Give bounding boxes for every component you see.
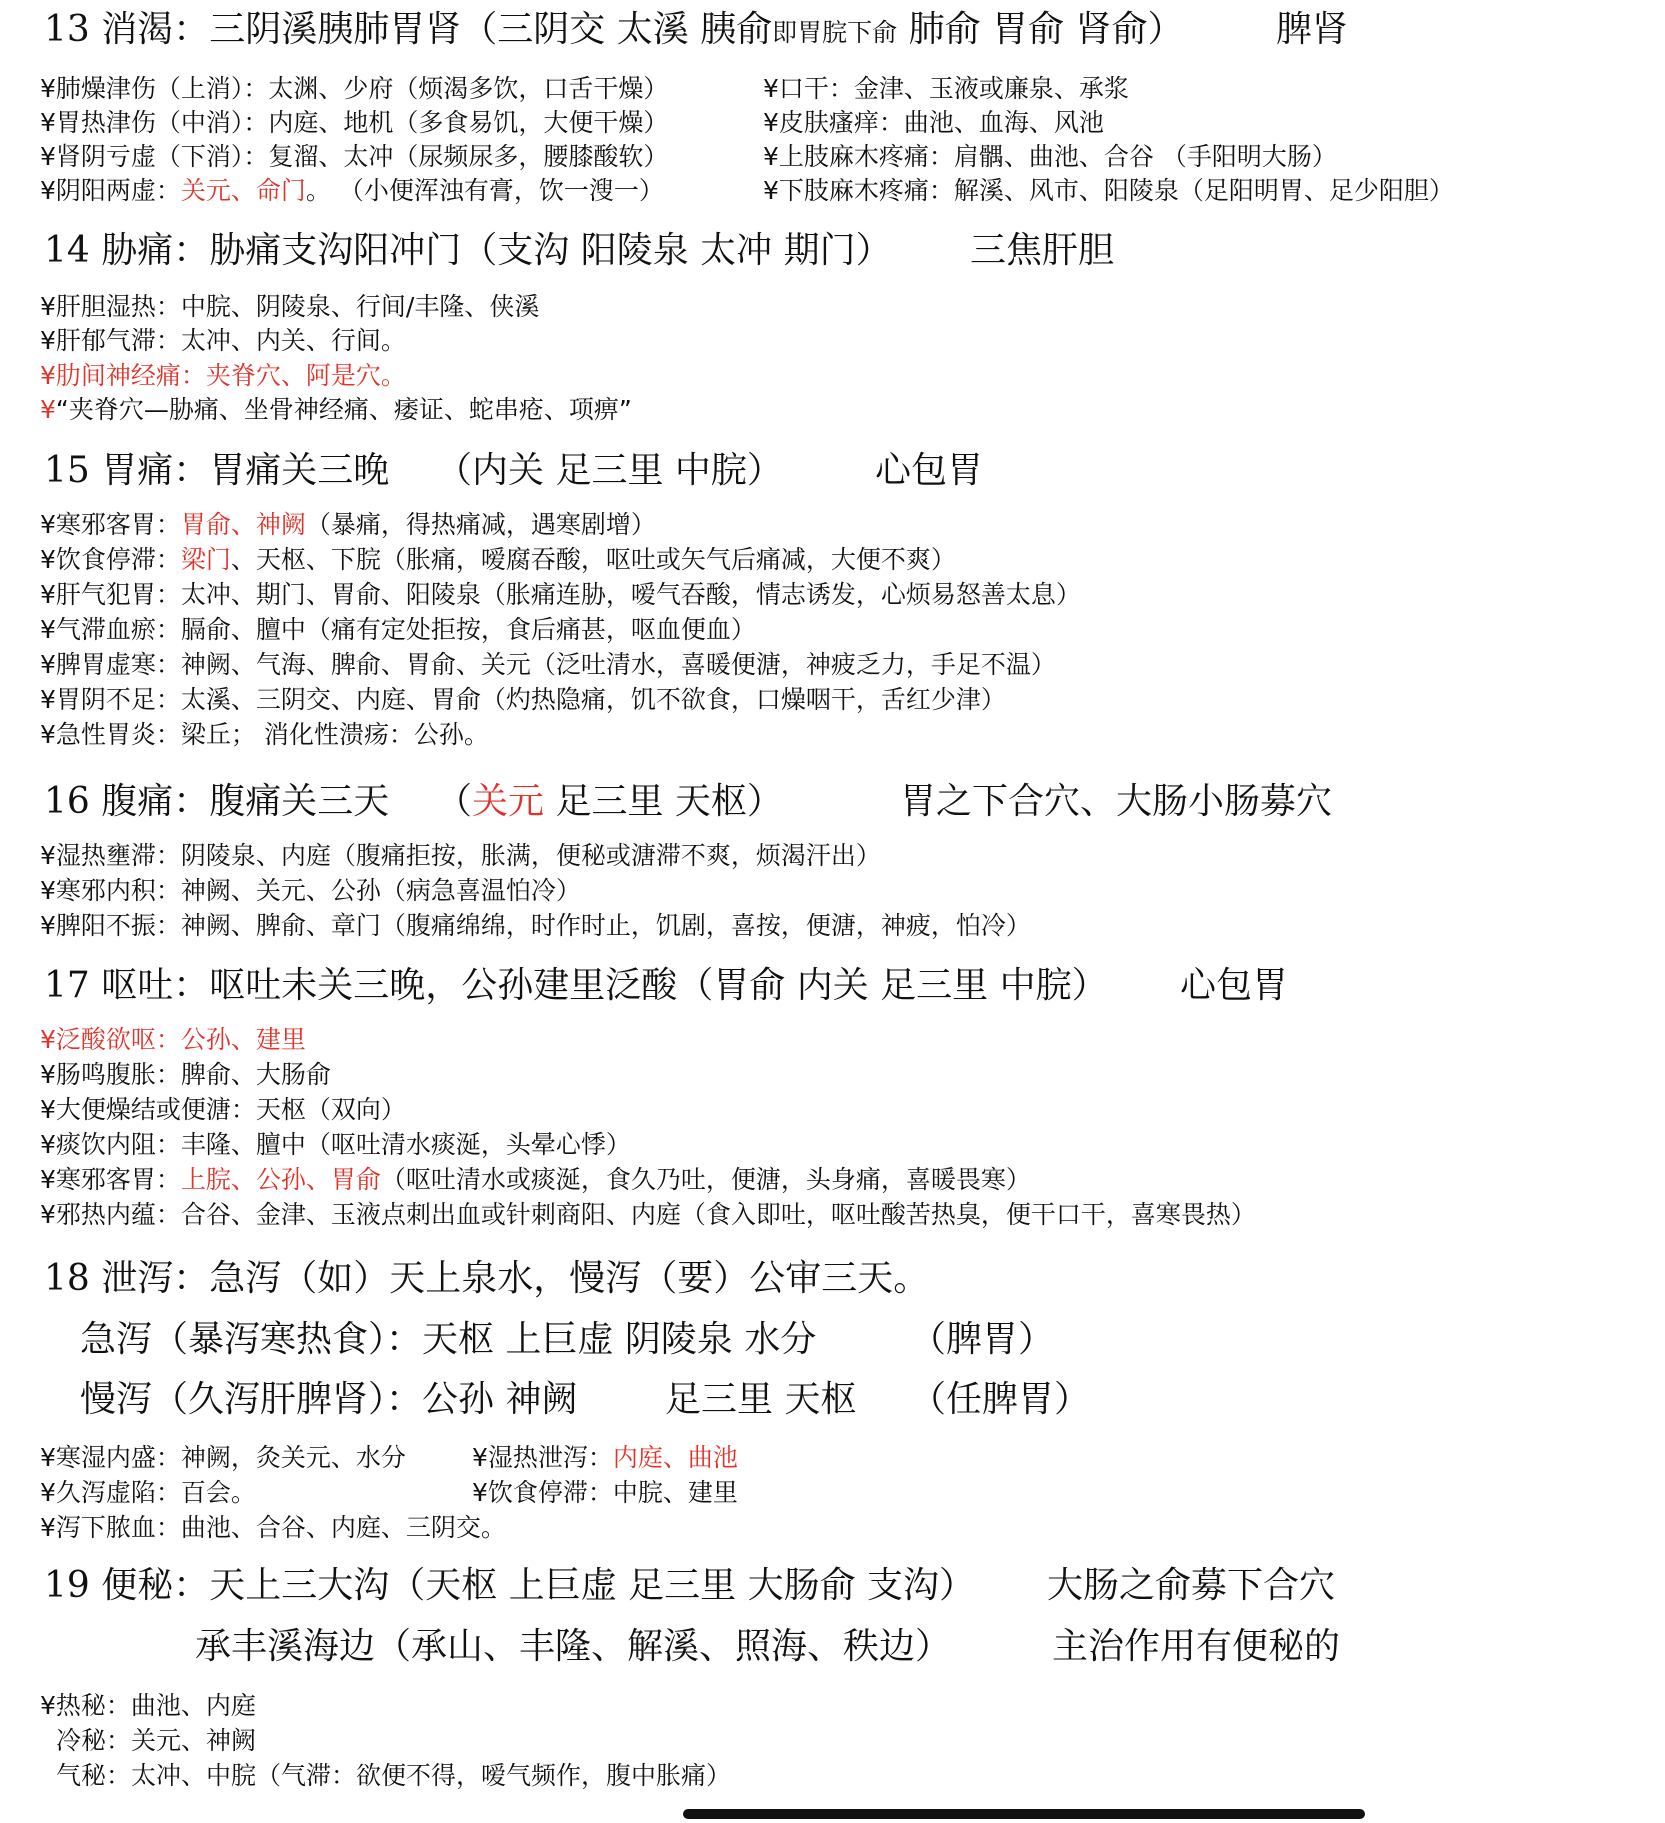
s17-line-5-red: 上脘、公孙、胃俞: [180, 1165, 381, 1194]
heading-13-organ: 脾肾: [1276, 9, 1349, 50]
yen-mark: ¥: [40, 395, 56, 424]
section-number: 15: [44, 450, 90, 491]
s18-acute: 急泻（暴泻寒热食）：天枢 上巨虚 阴陵泉 水分: [80, 1319, 817, 1360]
section-title: 呕吐：呕吐未关三晚，公孙建里泛酸（胃俞 内关 足三里 中脘）: [101, 965, 1108, 1006]
s13-left-4-red: 关元、命门: [180, 176, 306, 205]
s18-chronic-organ: （任脾胃）: [910, 1379, 1091, 1420]
section-number: 16: [44, 781, 90, 822]
heading-19-line-2: 承丰溪海边（承山、丰隆、解溪、照海、秩边）: [195, 1626, 952, 1667]
s13-right-4: ¥下肢麻木疼痛：解溪、风市、阳陵泉（足阳明胃、足少阳胆）: [763, 176, 1454, 205]
s13-left-1: ¥肺燥津伤（上消）：太渊、少府（烦渴多饮，口舌干燥）: [40, 74, 669, 103]
s17-line-2: ¥肠鸣腹胀：脾俞、大肠俞: [40, 1060, 331, 1089]
section-title: 腹痛：腹痛关三天: [101, 781, 390, 822]
s18-acute-organ: （脾胃）: [910, 1319, 1055, 1360]
s15-line-3: ¥肝气犯胃：太冲、期门、胃俞、阳陵泉（胀痛连胁，嗳气吞酸，情志诱发，心烦易怒善太息）: [40, 580, 1081, 609]
s13-left-4: [40, 174, 664, 208]
heading-16-red: 关元: [472, 781, 545, 822]
s16-line-3: ¥脾阳不振：神阙、脾俞、章门（腹痛绵绵，时作时止，饥剧，喜按，便溏，神疲，怕冷）: [40, 911, 1031, 940]
s18-right-2: ¥饮食停滞：中脘、建里: [472, 1478, 738, 1507]
heading-17: [44, 963, 1108, 1009]
s18-chronic: 慢泻（久泻肝脾肾）：公孙 神阙: [80, 1379, 578, 1420]
s17-line-5-label: ¥寒邪客胃：: [40, 1165, 181, 1194]
s18-chronic-points: 足三里 天枢: [665, 1379, 857, 1420]
heading-14: [44, 228, 892, 274]
s15-line-5: ¥脾胃虚寒：神阙、气海、脾俞、胃俞、关元（泛吐清水，喜暖便溏，神疲乏力，手足不温）: [40, 650, 1056, 679]
s17-line-3: ¥大便燥结或便溏：天枢（双向）: [40, 1095, 406, 1124]
s15-line-1-label: ¥寒邪客胃：: [40, 510, 181, 539]
s16-line-2: ¥寒邪内积：神阙、关元、公孙（病急喜温怕冷）: [40, 876, 581, 905]
s14-line-4: [40, 393, 632, 427]
section-title-rest: 肺俞 胃俞 肾俞）: [897, 9, 1184, 50]
s14-line-2: ¥肝郁气滞：太冲、内关、行间。: [40, 326, 406, 355]
s13-left-2: ¥胃热津伤（中消）：内庭、地机（多食易饥，大便干燥）: [40, 108, 669, 137]
section-number: 14: [44, 230, 90, 271]
heading-16: [44, 779, 389, 825]
s17-line-5: [40, 1163, 1031, 1197]
s17-line-4: ¥痰饮内阻：丰隆、膻中（呕吐清水痰涎，头晕心悸）: [40, 1130, 631, 1159]
s13-left-4-label: ¥阴阳两虚：: [40, 176, 181, 205]
heading-19-note: 主治作用有便秘的: [1052, 1626, 1341, 1667]
s14-line-1: ¥肝胆湿热：中脘、阴陵泉、行间/丰隆、侠溪: [40, 292, 540, 321]
paren-open: （: [436, 781, 473, 822]
heading-15-points: （内关 足三里 中脘）: [436, 450, 783, 491]
s13-left-4-rest: 。 （小便浑浊有膏，饮一溲一）: [305, 176, 664, 205]
s16-line-1: ¥湿热壅滞：阴陵泉、内庭（腹痛拒按，胀满，便秘或溏滞不爽，烦渴汗出）: [40, 841, 881, 870]
heading-17-organ: 心包胃: [1180, 965, 1289, 1006]
s17-red-line: ¥泛酸欲呕：公孙、建里: [40, 1025, 306, 1054]
heading-19-organ: 大肠之俞募下合穴: [1047, 1565, 1336, 1606]
s19-line-2: 冷秘：关元、神阙: [56, 1726, 257, 1755]
section-number: 13: [44, 9, 90, 50]
heading-15-organ: 心包胃: [875, 450, 984, 491]
heading-16-organ: 胃之下合穴、大肠小肠募穴: [900, 781, 1333, 822]
heading-13: [44, 7, 1184, 56]
s13-right-2: ¥皮肤瘙痒：曲池、血海、风池: [763, 108, 1104, 137]
s15-line-4: ¥气滞血瘀：膈俞、膻中（痛有定处拒按，食后痛甚，呕血便血）: [40, 615, 756, 644]
home-indicator[interactable]: [683, 1809, 1365, 1819]
s13-right-3: ¥上肢麻木疼痛：肩髃、曲池、合谷 （手阳明大肠）: [763, 142, 1337, 171]
s15-line-7: ¥急性胃炎：梁丘； 消化性溃疡：公孙。: [40, 720, 489, 749]
s13-left-3: ¥肾阴亏虚（下消）：复溜、太冲（尿频尿多，腰膝酸软）: [40, 142, 669, 171]
section-title: 胁痛：胁痛支沟阳冲门（支沟 阳陵泉 太冲 期门）: [101, 230, 892, 271]
s18-right-1-red: 内庭、曲池: [612, 1443, 738, 1472]
heading-16-rest: 足三里 天枢）: [544, 781, 783, 822]
s18-left-3: ¥泻下脓血：曲池、合谷、内庭、三阴交。: [40, 1513, 506, 1542]
section-number: 17: [44, 965, 90, 1006]
section-title-note: 即胃脘下俞: [772, 18, 898, 47]
heading-14-organ: 三焦肝胆: [970, 230, 1115, 271]
s15-line-1: [40, 508, 656, 542]
section-title: 便秘：天上三大沟（天枢 上巨虚 足三里 大肠俞 支沟）: [101, 1565, 976, 1606]
s14-red-line: ¥肋间神经痛：夹脊穴、阿是穴。: [40, 361, 406, 390]
section-number: 18: [44, 1258, 90, 1299]
s17-line-6: ¥邪热内蕴：合谷、金津、玉液点刺出血或针刺商阳、内庭（食入即吐，呕吐酸苦热臭，便干口干，喜寒畏热）: [40, 1200, 1256, 1229]
s19-line-3: 气秘：太冲、中脘（气滞：欲便不得，嗳气频作，腹中胀痛）: [56, 1761, 732, 1790]
section-number: 19: [44, 1565, 90, 1606]
heading-16-points: [436, 779, 783, 825]
s19-line-1: ¥热秘：曲池、内庭: [40, 1691, 256, 1720]
s15-line-2-red: 梁门: [180, 545, 231, 574]
s13-right-1: ¥口干：金津、玉液或廉泉、承浆: [763, 74, 1129, 103]
s15-line-1-rest: （暴痛，得热痛减，遇寒剧增）: [305, 510, 656, 539]
heading-15: [44, 448, 389, 494]
heading-19: [44, 1563, 975, 1609]
section-title: 胃痛：胃痛关三晚: [101, 450, 390, 491]
s15-line-2-rest: 、天枢、下脘（胀痛，嗳腐吞酸，呕吐或矢气后痛减，大便不爽）: [230, 545, 956, 574]
section-title: 消渴：三阴溪胰肺胃肾（三阴交 太溪 胰俞: [101, 9, 773, 50]
s18-left-2: ¥久泻虚陷：百会。: [40, 1478, 256, 1507]
s15-line-1-red: 胃俞、神阙: [180, 510, 306, 539]
s17-line-5-rest: （呕吐清水或痰涎，食久乃吐，便溏，头身痛，喜暖畏寒）: [380, 1165, 1031, 1194]
s15-line-6: ¥胃阴不足：太溪、三阴交、内庭、胃俞（灼热隐痛，饥不欲食，口燥咽干，舌红少津）: [40, 685, 1006, 714]
s14-line-4-text: “夹脊穴—胁痛、坐骨神经痛、痿证、蛇串疮、项痹”: [55, 395, 632, 424]
s18-right-1-label: ¥湿热泄泻：: [472, 1443, 613, 1472]
heading-18: [44, 1256, 929, 1302]
section-title: 泄泻：急泻（如）天上泉水，慢泻（要）公审三天。: [101, 1258, 930, 1299]
s15-line-2: [40, 543, 956, 577]
s18-right-1: [472, 1441, 738, 1475]
s18-left-1: ¥寒湿内盛：神阙，灸关元、水分: [40, 1443, 406, 1472]
s15-line-2-label: ¥饮食停滞：: [40, 545, 181, 574]
